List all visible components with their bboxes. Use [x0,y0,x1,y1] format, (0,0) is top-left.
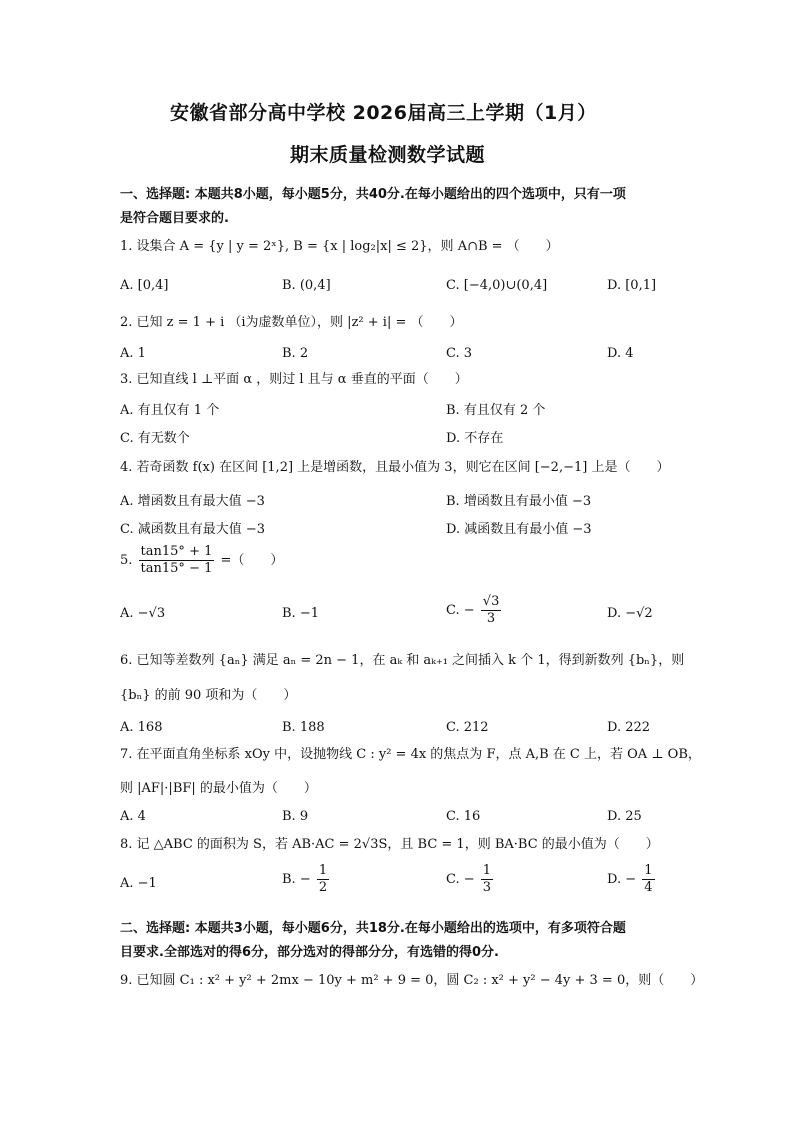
q4-option-d: D. 减函数且有最小值 −3 [446,522,592,537]
q8-option-d-fraction [642,863,654,896]
q8-option-d-numerator: 1 [644,863,653,878]
q5-option-c-prefix: C. − [446,603,475,618]
q8-option-a: A. −1 [120,876,157,891]
q3-option-d: D. 不存在 [446,431,504,446]
q5-suffix: =（ ） [220,553,284,568]
q7-option-b: B. 9 [282,809,309,824]
q1-option-c: C. [−4,0)∪(0,4] [446,278,548,293]
q8-option-b-numerator: 1 [318,863,328,878]
q8-option-c-fraction [481,863,493,896]
q2-option-b: B. 2 [282,346,309,361]
q8-option-c-prefix: C. − [446,872,475,887]
q6-option-c: C. 212 [446,720,489,735]
q5-option-c-fraction [481,594,502,627]
q8-option-b-denominator: 2 [318,880,328,895]
exam-title-line1: 安徽省部分高中学校 2026届高三上学期（1月） [170,102,597,124]
q5-option-a: A. −√3 [120,606,166,621]
q5-option-b: B. −1 [282,606,319,621]
question-2-stem: 2. 已知 z = 1 + i （i为虚数单位），则 |z² + i| = （ ） [120,315,463,330]
q2-option-a: A. 1 [120,346,146,361]
q7-option-d: D. 25 [607,809,642,824]
q5-option-c-denominator: 3 [486,611,496,626]
q2-option-d: D. 4 [607,346,634,361]
section2-heading-cont: 目要求.全部选对的得6分，部分选对的得部分分，有选错的得0分. [120,945,499,960]
q8-option-c-denominator: 3 [482,880,492,895]
question-6-stem-cont: {bₙ} 的前 90 项和为（ ） [120,688,297,703]
q5-option-c-numerator: √3 [482,594,500,609]
q3-option-a: A. 有且仅有 1 个 [120,403,220,418]
q7-option-c: C. 16 [446,809,481,824]
q8-option-d-denominator: 4 [644,880,653,895]
q2-option-c: C. 3 [446,346,473,361]
q8-option-b-prefix: B. − [282,872,311,887]
q4-option-a: A. 增函数且有最大值 −3 [120,494,265,509]
q4-option-b: B. 增函数且有最小值 −3 [446,494,592,509]
q8-option-b [282,863,331,896]
q5-fraction-numerator: tan15° + 1 [140,544,213,559]
question-5-stem [120,544,283,577]
question-8-stem: 8. 记 △ABC 的面积为 S，若 AB·AC = 2√3S，且 BC = 1，则 BA·BC 的最小值为（ ） [120,837,659,852]
section1-heading: 一、选择题: 本题共8小题，每小题5分，共40分.在每小题给出的四个选项中，只有一项 [120,187,626,202]
question-7-stem-cont: 则 |AF|·|BF| 的最小值为（ ） [120,781,317,796]
question-4-stem: 4. 若奇函数 f(x) 在区间 [1,2] 上是增函数，且最小值为 3，则它在区间 [−2,−1] 上是（ ） [120,460,670,475]
q7-option-a: A. 4 [120,809,146,824]
q8-option-d-prefix: D. − [607,872,637,887]
q8-option-c [446,863,495,896]
q8-option-c-numerator: 1 [482,863,492,878]
q6-option-b: B. 188 [282,720,325,735]
q4-option-c: C. 减函数且有最大值 −3 [120,522,266,537]
q3-option-b: B. 有且仅有 2 个 [446,403,546,418]
q5-fraction-denominator: tan15° − 1 [140,561,213,576]
q5-option-d: D. −√2 [607,606,653,621]
question-6-stem: 6. 已知等差数列 {aₙ} 满足 aₙ = 2n − 1，在 aₖ 和 aₖ₊₁ 之间插入 k 个 1，得到新数列 {bₙ}，则 [120,653,685,668]
q1-option-b: B. (0,4] [282,278,331,293]
q5-number: 5. [120,553,133,568]
q8-option-b-fraction [317,863,329,896]
q5-option-c [446,594,503,627]
question-7-stem: 7. 在平面直角坐标系 xOy 中，设抛物线 C : y² = 4x 的焦点为 F，点 A,B 在 C 上，若 OA ⊥ OB， [120,747,701,762]
section2-heading: 二、选择题: 本题共3小题，每小题6分，共18分.在每小题给出的选项中，有多项符合题 [120,921,626,936]
exam-title-line2: 期末质量检测数学试题 [290,144,486,166]
question-3-stem: 3. 已知直线 l ⊥平面 α ，则过 l 且与 α 垂直的平面（ ） [120,372,468,387]
question-1-stem: 1. 设集合 A = {y | y = 2ˣ}, B = {x | log₂|x| ≤ 2}，则 A∩B = （ ） [120,239,559,254]
q6-option-a: A. 168 [120,720,163,735]
q3-option-c: C. 有无数个 [120,431,190,446]
q1-option-a: A. [0,4] [120,278,169,293]
q5-fraction [139,544,215,577]
q1-option-d: D. [0,1] [607,278,657,293]
section1-heading-cont: 是符合题目要求的. [120,211,229,226]
q8-option-d [607,863,657,896]
q6-option-d: D. 222 [607,720,651,735]
question-9-stem: 9. 已知圆 C₁ : x² + y² + 2mx − 10y + m² + 9 = 0，圆 C₂ : x² + y² − 4y + 3 = 0，则（ ） [120,973,704,988]
